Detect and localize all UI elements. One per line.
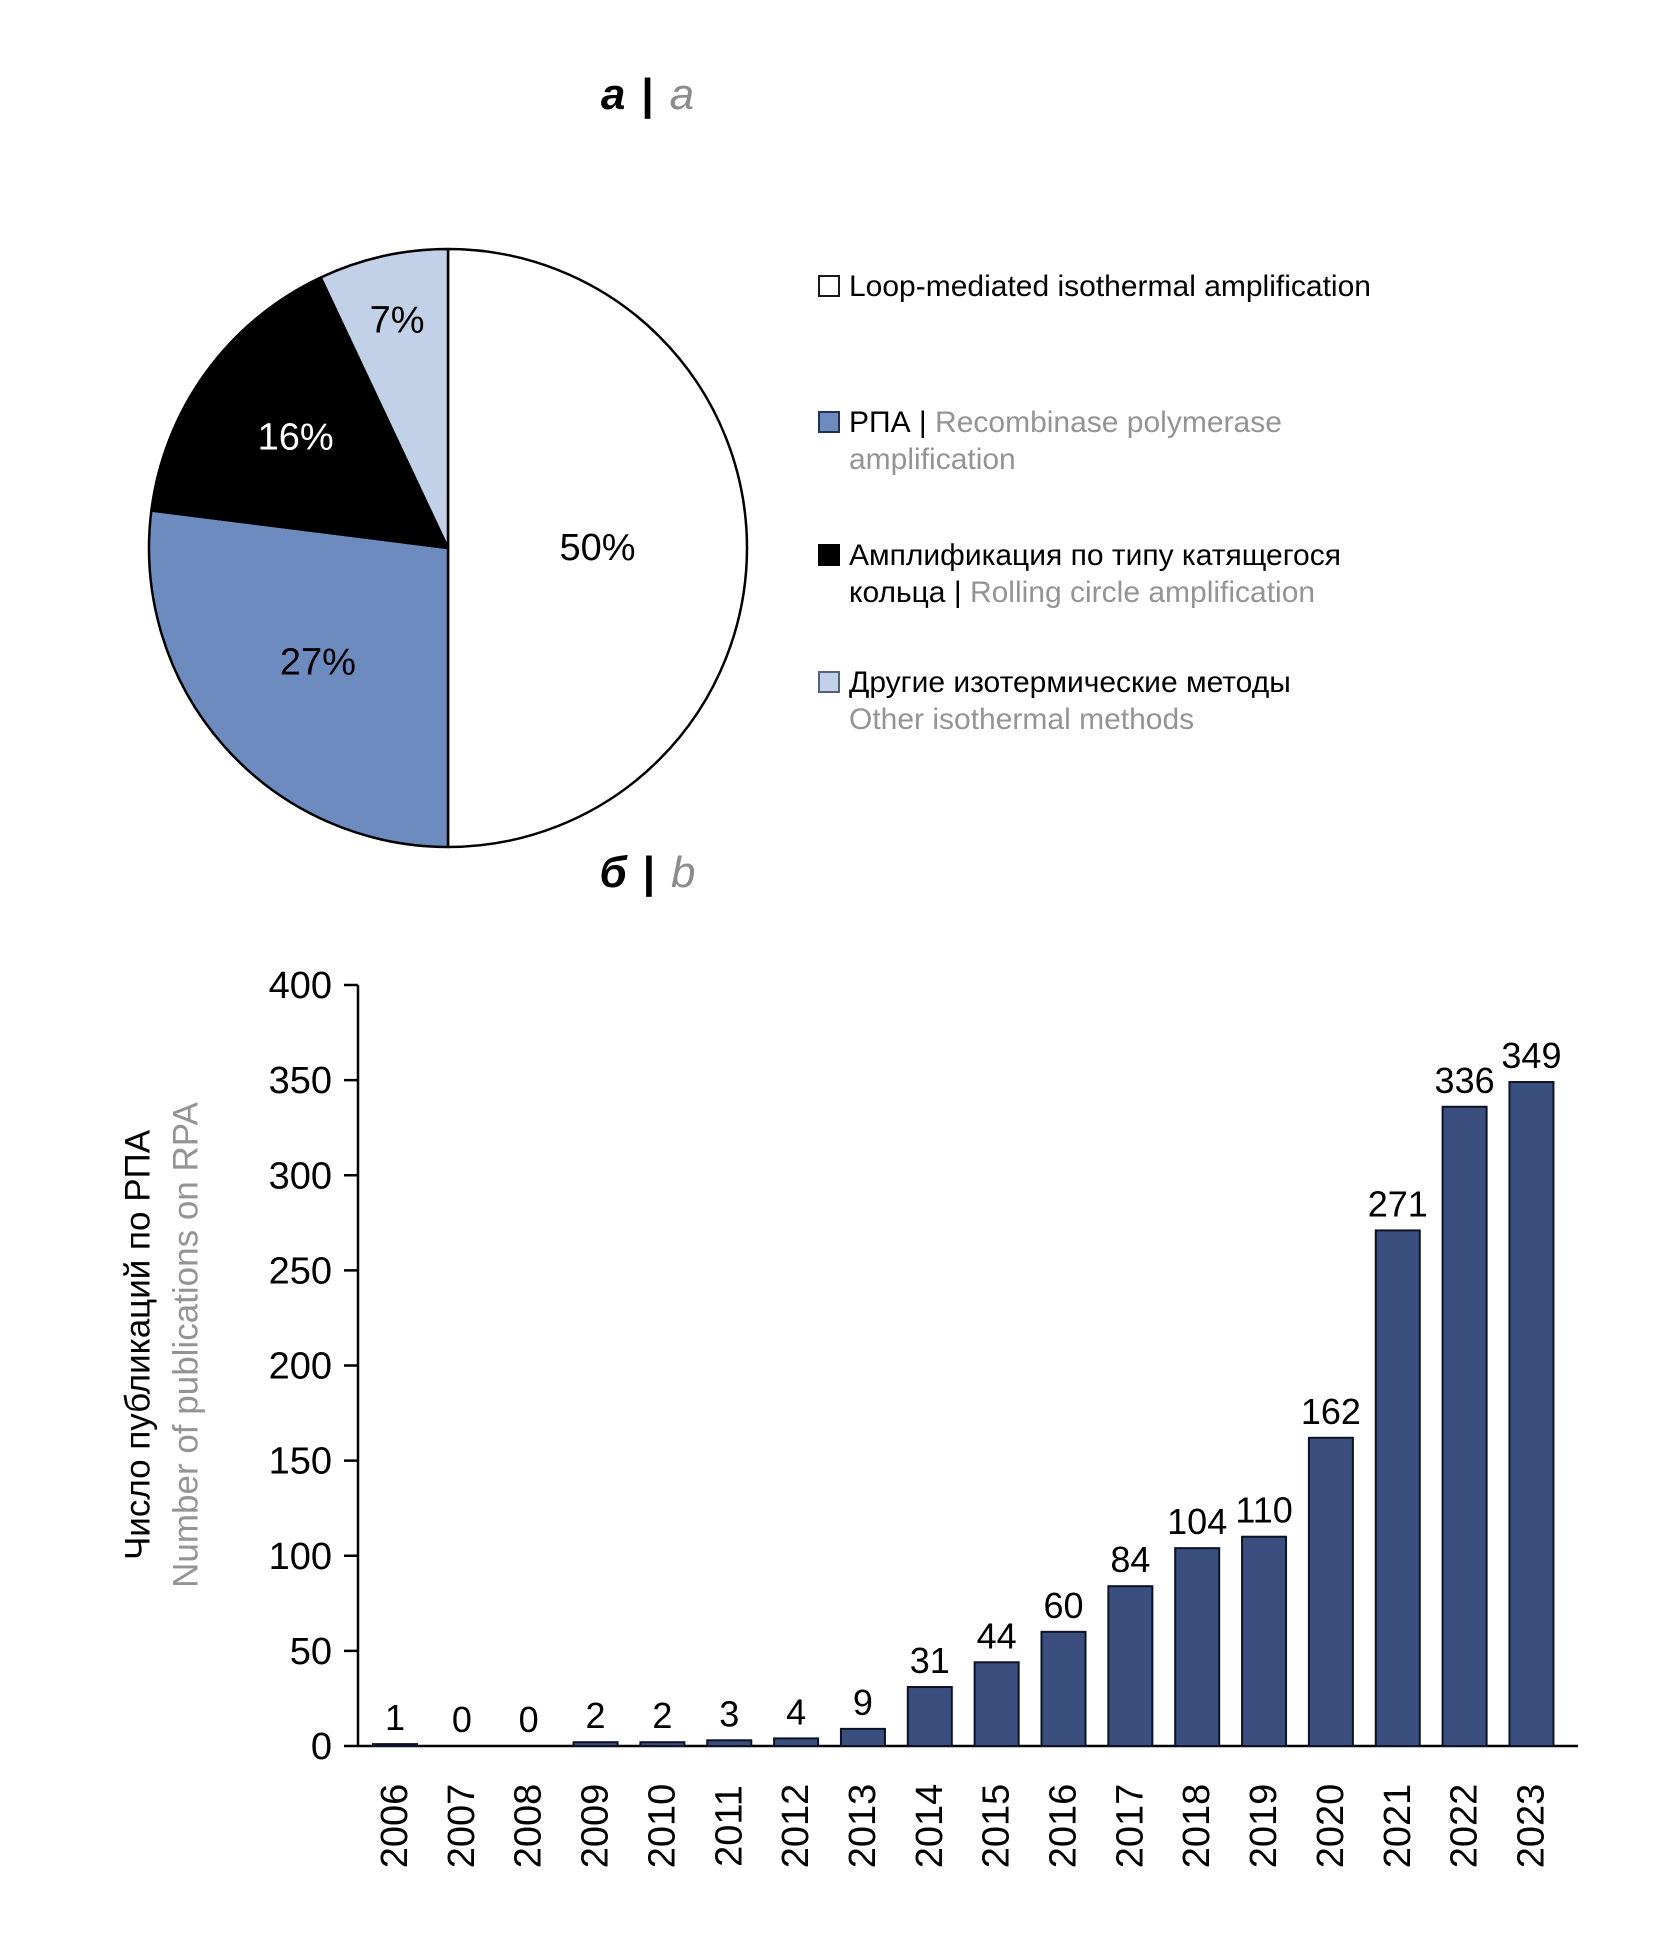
x-tick-label-2022: 2022 [1443, 1783, 1486, 1869]
x-tick-label-2010: 2010 [641, 1783, 684, 1869]
pie-chart [149, 249, 747, 847]
bar-2010 [640, 1742, 684, 1746]
x-tick-label-2014: 2014 [908, 1783, 951, 1869]
bar-2020 [1309, 1438, 1353, 1746]
legend-swatch-rolling-circle [818, 544, 840, 566]
panel-a-title-ru: а [600, 70, 626, 119]
pie-slice-label-1: 27% [279, 641, 356, 684]
bar-value-label-2013: 9 [852, 1681, 873, 1723]
y-tick-label-350: 350 [268, 1060, 332, 1103]
y-tick-label-50: 50 [289, 1630, 332, 1673]
x-tick-label-2011: 2011 [708, 1785, 751, 1867]
y-tick-label-300: 300 [268, 1155, 332, 1198]
legend-swatch-rpa [818, 411, 840, 433]
bar-value-label-2018: 104 [1167, 1501, 1228, 1543]
y-tick-label-150: 150 [268, 1440, 332, 1483]
bar-value-label-2017: 84 [1110, 1539, 1151, 1581]
pie-slice-label-3: 7% [369, 299, 425, 342]
legend-item-other-methods [818, 664, 1404, 738]
x-tick-label-2013: 2013 [841, 1783, 884, 1869]
bar-value-label-2020: 162 [1300, 1390, 1361, 1432]
panel-a-title-separator: | [641, 70, 654, 119]
panel-b-title-en: b [671, 848, 696, 897]
bar-value-label-2011: 3 [719, 1693, 740, 1735]
legend-swatch-other-methods [818, 671, 840, 693]
x-tick-label-2012: 2012 [775, 1783, 818, 1869]
x-tick-label-2020: 2020 [1309, 1783, 1352, 1869]
bar-value-label-2023: 349 [1501, 1035, 1562, 1077]
bar-value-label-2022: 336 [1434, 1059, 1495, 1101]
bar-2013 [841, 1729, 885, 1746]
legend-label-rpa-ru: РПА | [849, 406, 936, 439]
y-axis-title-ru: Число публикаций по РПА [118, 1129, 158, 1561]
legend-label-loop-mediated [849, 268, 1404, 305]
bar-2023 [1509, 1082, 1553, 1746]
x-tick-label-2015: 2015 [975, 1783, 1018, 1869]
x-tick-label-2006: 2006 [374, 1783, 416, 1869]
bar-value-label-2014: 31 [909, 1640, 950, 1682]
bar-value-label-2012: 4 [786, 1691, 807, 1733]
y-tick-label-400: 400 [268, 965, 332, 1007]
x-tick-label-2017: 2017 [1109, 1783, 1152, 1869]
panel-b-title-separator: | [642, 848, 656, 897]
y-axis-title-en: Number of publications on RPA [166, 1102, 206, 1588]
y-tick-label-250: 250 [268, 1250, 332, 1293]
bar-2011 [707, 1740, 751, 1746]
legend-label-rolling-circle-en: Rolling circle amplification [969, 576, 1316, 609]
legend-item-rpa [818, 404, 1404, 478]
bar-2012 [774, 1738, 818, 1746]
legend-label-rolling-circle-ru: Амплификация по типу катящегося кольца | [849, 539, 1341, 609]
x-tick-label-2018: 2018 [1176, 1783, 1219, 1869]
bar-2015 [975, 1662, 1019, 1746]
legend-item-rolling-circle [818, 537, 1404, 611]
panel-b-title-ru: б [599, 848, 627, 897]
y-tick-label-200: 200 [268, 1345, 332, 1388]
legend-label-other-methods-ru: Другие изотермические методы [849, 666, 1291, 699]
panel-a-title-en: a [669, 70, 695, 119]
bar-2014 [908, 1687, 952, 1746]
y-tick-label-100: 100 [268, 1535, 332, 1578]
legend-label-rpa-en: Recombinase polymerase amplification [849, 406, 1282, 476]
bar-2018 [1175, 1548, 1219, 1746]
pie-slice-label-2: 16% [257, 416, 334, 459]
bar-2021 [1376, 1230, 1420, 1746]
x-tick-label-2019: 2019 [1243, 1783, 1286, 1869]
bar-2022 [1443, 1107, 1487, 1746]
bar-value-label-2015: 44 [976, 1615, 1017, 1657]
x-tick-label-2007: 2007 [440, 1783, 483, 1869]
bar-2019 [1242, 1537, 1286, 1746]
legend-label-loop-mediated-text: Loop-mediated isothermal amplification [849, 270, 1371, 303]
bar-value-label-2006: 1 [384, 1697, 406, 1739]
bar-chart [119, 965, 1579, 1868]
bar-value-label-2007: 0 [451, 1699, 472, 1740]
x-tick-label-2021: 2021 [1376, 1783, 1419, 1869]
x-tick-label-2008: 2008 [507, 1783, 550, 1869]
bar-value-label-2021: 271 [1367, 1183, 1428, 1225]
bar-2016 [1042, 1632, 1086, 1746]
bar-value-label-2016: 60 [1043, 1584, 1084, 1626]
bar-2006 [373, 1744, 417, 1746]
bar-value-label-2008: 0 [518, 1699, 539, 1740]
x-tick-label-2016: 2016 [1042, 1783, 1085, 1869]
legend-label-other-methods [849, 664, 1404, 738]
legend-label-rpa [849, 404, 1404, 478]
legend-item-loop-mediated [818, 268, 1404, 305]
bar-value-label-2010: 2 [652, 1695, 673, 1737]
legend-label-rolling-circle [849, 537, 1404, 611]
bar-value-label-2009: 2 [585, 1695, 606, 1737]
x-tick-label-2009: 2009 [574, 1783, 617, 1869]
x-tick-label-2023: 2023 [1510, 1783, 1553, 1869]
bar-value-label-2019: 110 [1235, 1489, 1293, 1531]
bar-2017 [1108, 1586, 1152, 1746]
y-tick-label-0: 0 [310, 1726, 332, 1768]
pie-slice-label-0: 50% [559, 527, 636, 569]
legend-swatch-loop-mediated [818, 275, 840, 297]
legend-label-other-methods-en: Other isothermal methods [849, 703, 1195, 736]
bar-2009 [574, 1742, 618, 1746]
